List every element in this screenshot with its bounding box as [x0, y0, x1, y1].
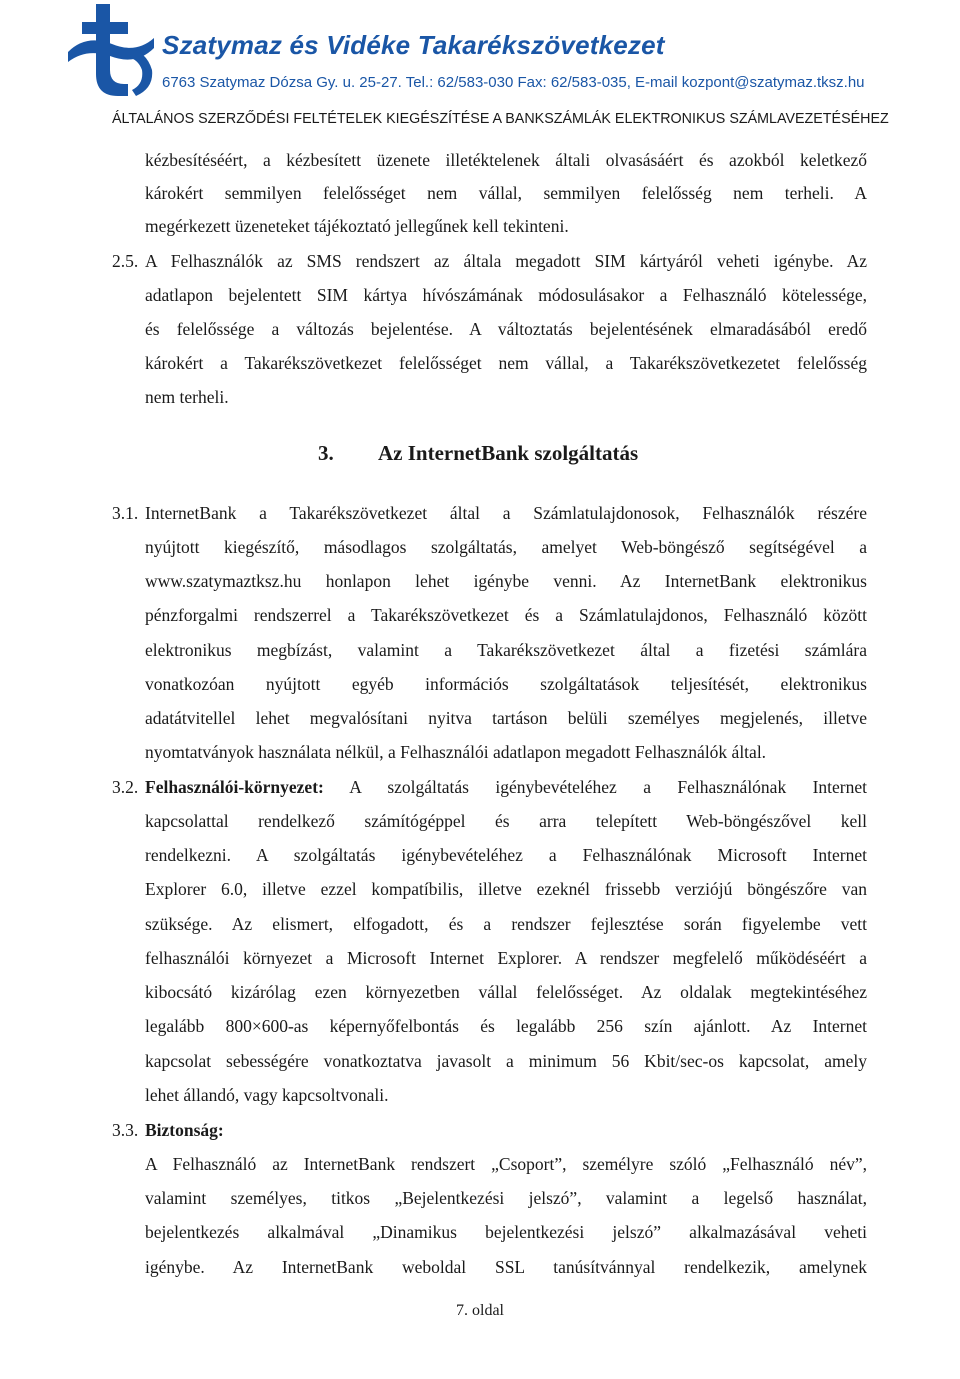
text-line: A Felhasználók az SMS rendszert az általa megadott SIM kártyáról veheti igénybe. Az: [145, 251, 867, 271]
text-line: [145, 1120, 224, 1140]
text-line: kézbesítéséért, a kézbesített üzenete illetéktelenek általi olvasásáért és azokból keletkező: [145, 150, 867, 170]
section-heading: [318, 441, 638, 466]
text-line: rendelkezni. A szolgáltatás igénybevételéhez a Felhasználónak Microsoft Internet: [145, 845, 867, 865]
text-line: pénzforgalmi rendszerrel a Takarékszövetkezet és a Számlatulajdonos, Felhasználó között: [145, 605, 867, 625]
text-line: adatátvitellel lehet megvalósítani nyitva tartáson belüli személyes megjelenés, illetve: [145, 708, 867, 728]
bank-name: Szatymaz és Vidéke Takarékszövetkezet: [162, 30, 665, 60]
text-line: [145, 777, 867, 797]
bank-logo-icon: [66, 4, 156, 100]
text-line: InternetBank a Takarékszövetkezet által a Számlatulajdonosok, Felhasználók részére: [145, 503, 867, 523]
text-line: adatlapon bejelentett SIM kártya hívószámának módosulásakor a Felhasználó kötelessége,: [145, 285, 867, 305]
text-line: igénybe. Az InternetBank weboldal SSL tanúsítvánnyal rendelkezik, amelynek: [145, 1257, 867, 1277]
text-line: legalább 800×600-as képernyőfelbontás és legalább 256 szín ajánlott. Az Internet: [145, 1016, 867, 1036]
text-line: felhasználói környezet a Microsoft Internet Explorer. A rendszer megfelelő működéséért a: [145, 948, 867, 968]
term-label: Biztonság:: [145, 1120, 224, 1140]
section-number: 3.2.: [112, 777, 139, 797]
term-label: Felhasználói-környezet:: [145, 777, 324, 797]
text-line: szüksége. Az elismert, elfogadott, és a rendszer fejlesztése során figyelembe vett: [145, 914, 867, 934]
section-number: 3.1.: [112, 503, 139, 523]
text-line: nyújtott kiegészítő, másodlagos szolgáltatás, amelyet Web-böngésző segítségével a: [145, 537, 867, 557]
page-number: 7. oldal: [456, 1302, 504, 1319]
text-line: elektronikus megbízást, valamint a Takarékszövetkezet által a fizetési számlára: [145, 640, 867, 660]
section-number: 3.3.: [112, 1120, 139, 1140]
text-line: kapcsolat sebességére vonatkoztatva javasolt a minimum 56 Kbit/sec-os kapcsolat, amely: [145, 1051, 867, 1071]
text-line: A Felhasználó az InternetBank rendszert „Csoport”, személyre szóló „Felhasználó név”,: [145, 1154, 867, 1174]
page-header: [0, 0, 960, 140]
text-line: nem terheli.: [145, 387, 229, 407]
text-line: bejelentkezés alkalmával „Dinamikus bejelentkezési jelszó” alkalmazásával veheti: [145, 1222, 867, 1242]
text-line: és felelőssége a változás bejelentése. A változtatás bejelentésének elmaradásából eredő: [145, 319, 867, 339]
text-segment: A szolgáltatás igénybevételéhez a Felhasználónak Internet: [323, 777, 867, 797]
document-title: ÁLTALÁNOS SZERZŐDÉSI FELTÉTELEK KIEGÉSZÍTÉSE A BANKSZÁMLÁK ELEKTRONIKUS SZÁMLAVEZETÉSÉHEZ: [112, 111, 889, 127]
text-line: károkért a Takarékszövetkezet felelősséget nem vállal, a Takarékszövetkezetet felelősség: [145, 353, 867, 373]
contact-line: 6763 Szatymaz Dózsa Gy. u. 25-27. Tel.: 62/583-030 Fax: 62/583-035, E-mail kozpont@szatymaz.tksz.hu: [162, 74, 865, 91]
section-heading-number: 3.: [318, 441, 334, 465]
text-line: nyomtatványok használata nélkül, a Felhasználói adatlapon megadott Felhasználók által.: [145, 742, 767, 762]
text-line: www.szatymaztksz.hu honlapon lehet igénybe venni. Az InternetBank elektronikus: [145, 571, 867, 591]
text-line: lehet állandó, vagy kapcsoltvonali.: [145, 1085, 389, 1105]
text-line: károkért semmilyen felelősséget nem vállal, semmilyen felelősség nem terheli. A: [145, 183, 867, 203]
text-line: megérkezett üzeneteket tájékoztató jellegűnek kell tekinteni.: [145, 216, 569, 236]
section-heading-title: Az InternetBank szolgáltatás: [378, 441, 639, 465]
text-line: kibocsátó kizárólag ezen környezetben vállal felelősséget. Az oldalak megtekintéséhez: [145, 982, 867, 1002]
text-line: valamint személyes, titkos „Bejelentkezési jelszó”, valamint a legelső használat,: [145, 1188, 867, 1208]
section-number: 2.5.: [112, 251, 139, 271]
text-line: kapcsolattal rendelkező számítógéppel és arra telepített Web-böngészővel kell: [145, 811, 867, 831]
text-line: vonatkozóan nyújtott egyéb információs szolgáltatások teljesítését, elektronikus: [145, 674, 867, 694]
text-line: Explorer 6.0, illetve ezzel kompatíbilis, illetve ezeknél frissebb verziójú böngészőre van: [145, 879, 867, 899]
